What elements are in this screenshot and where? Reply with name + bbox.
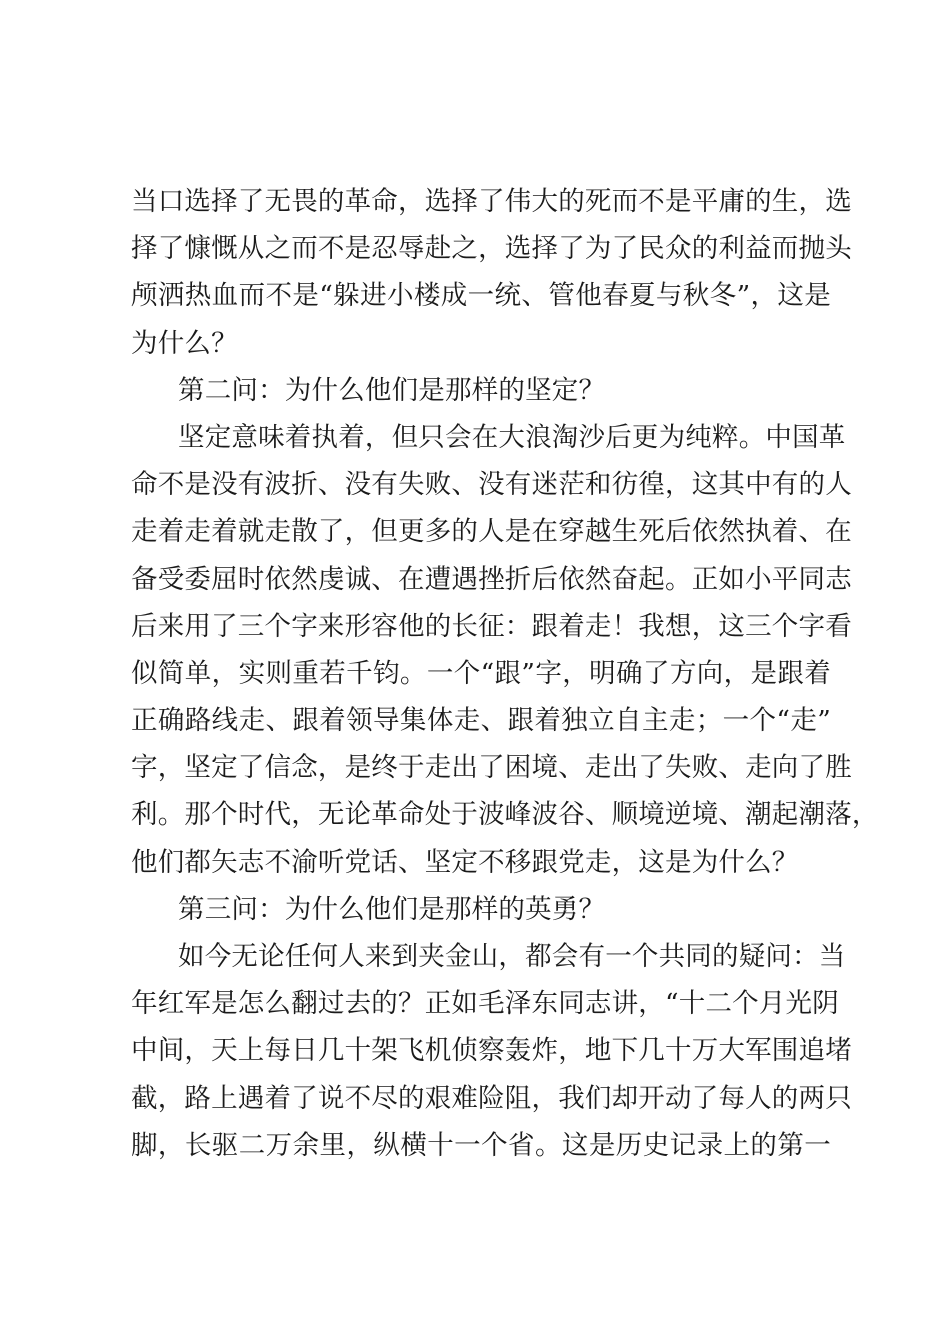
text-line: 当口选择了无畏的革命，选择了伟大的死而不是平庸的生，选	[131, 186, 852, 217]
text-line: 利。那个时代，无论革命处于波峰波谷、顺境逆境、潮起潮落，	[131, 799, 879, 831]
text-line: 命不是没有波折、没有失败、没有迷茫和彷徨，这其中有的人	[131, 469, 852, 501]
text-line: 颅洒热血而不是“躲进小楼成一统、管他春夏与秋冬”，这是	[131, 280, 831, 312]
text-line: 择了慷慨从之而不是忍辱赴之，选择了为了民众的利益而抛头	[131, 233, 852, 265]
text-line: 他们都矢志不渝听党话、坚定不移跟党走，这是为什么？	[131, 846, 799, 878]
text-line: 似简单，实则重若千钧。一个“跟”字，明确了方向，是跟着	[131, 657, 831, 689]
text-line: 截，路上遇着了说不尽的艰难险阻，我们却开动了每人的两只	[131, 1082, 852, 1114]
text-line: 字，坚定了信念，是终于走出了困境、走出了失败、走向了胜	[131, 752, 852, 784]
text-line: 后来用了三个字来形容他的长征：跟着走！我想，这三个字看	[131, 610, 852, 642]
section-heading-3: 第三问：为什么他们是那样的英勇？	[178, 893, 606, 925]
text-line: 备受委屈时依然虔诚、在遭遇挫折后依然奋起。正如小平同志	[131, 563, 852, 595]
text-line: 中间，天上每日几十架飞机侦察轰炸，地下几十万大军围追堵	[131, 1035, 852, 1067]
text-line: 正确路线走、跟着领导集体走、跟着独立自主走；一个“走”	[131, 705, 831, 737]
text-line: 坚定意味着执着，但只会在大浪淘沙后更为纯粹。中国革	[178, 421, 846, 453]
text-line: 脚，长驱二万余里，纵横十一个省。这是历史记录上的第一	[131, 1129, 831, 1161]
text-line: 走着走着就走散了，但更多的人是在穿越生死后依然执着、在	[131, 516, 852, 548]
text-line: 年红军是怎么翻过去的？正如毛泽东同志讲，“十二个月光阴	[131, 988, 839, 1020]
section-heading-2: 第二问：为什么他们是那样的坚定？	[178, 374, 606, 406]
text-line: 为什么？	[131, 327, 238, 359]
text-line: 如今无论任何人来到夹金山，都会有一个共同的疑问：当	[178, 941, 846, 972]
document-body	[131, 178, 879, 1169]
